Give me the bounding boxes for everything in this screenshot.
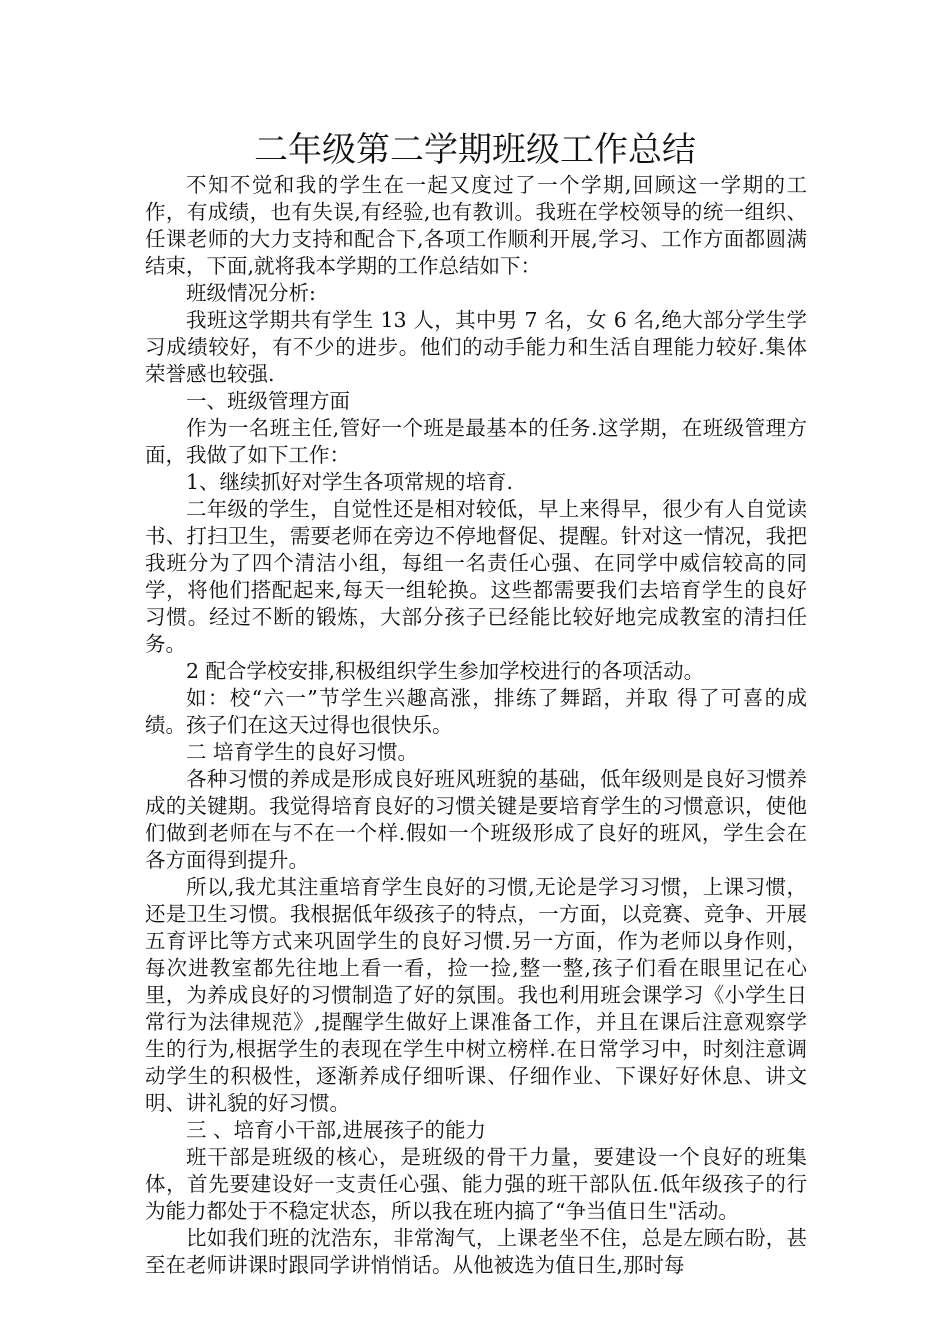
paragraph-class-analysis-heading: 班级情况分析: [186, 281, 316, 305]
section-heading-class-management: 一、班级管理方面 [186, 389, 350, 413]
paragraph-childrens-day: 如：校“六一”节学生兴趣高涨，排练了舞蹈，并取 得了可喜的成绩。孩子们在这天过得也很快乐。 [145, 686, 807, 737]
item-heading-routine: 1、继续抓好对学生各项常规的培育. [186, 470, 514, 494]
document-title: 二年级第二学期班级工作总结 [254, 130, 696, 170]
paragraph-habits-foundation: 各种习惯的养成是形成良好班风班貌的基础，低年级则是良好习惯养成的关键期。我觉得培育良好的习惯关键是要培育学生的习惯意识，使他们做到老师在与不在一个样.假如一个班级形成了良好的班风，学生会在各方面得到提升。 [145, 767, 807, 872]
item-heading-activities: 2 配合学校安排,积极组织学生参加学校进行的各项活动。 [186, 659, 705, 683]
section-heading-good-habits: 二 培育学生的良好习惯。 [186, 740, 419, 764]
paragraph-cleaning-groups: 二年级的学生，自觉性还是相对较低，早上来得早，很少有人自觉读书、打扫卫生，需要老师在旁边不停地督促、提醒。针对这一情况，我把我班分为了四个清洁小组，每组一名责任心强、在同学中威信较高的同学，将他们搭配起来,每天一组轮换。这些都需要我们去培育学生的良好习惯。经过不断的锻炼，大部分孩子已经能比较好地完成教室的清扫任务。 [145, 497, 807, 656]
paragraph-intro: 不知不觉和我的学生在一起又度过了一个学期,回顾这一学期的工作，有成绩，也有失误,有经验,也有教训。我班在学校领导的统一组织、任课老师的大力支持和配合下,各项工作顺利开展,学习、工作方面都圆满结束，下面,就将我本学期的工作总结如下： [145, 173, 807, 278]
section-heading-class-cadres: 三 、培育小干部,进展孩子的能力 [186, 1118, 487, 1142]
paragraph-habits-methods: 所以,我尤其注重培育学生良好的习惯,无论是学习习惯，上课习惯，还是卫生习惯。我根据低年级孩子的特点，一方面，以竞赛、竞争、开展五育评比等方式来巩固学生的良好习惯.另一方面，作为老师以身作则，每次进教室都先往地上看一看，捡一捡,整一整,孩子们看在眼里记在心里，为养成良好的习惯制造了好的氛围。我也利用班会课学习《小学生日常行为法律规范》,提醒学生做好上课准备工作，并且在课后注意观察学生的行为,根据学生的表现在学生中树立榜样.在日常学习中，时刻注意调动学生的积极性，逐渐养成仔细听课、仔细作业、下课好好休息、讲文明、讲礼貌的好习惯。 [145, 875, 807, 1115]
paragraph-management-intro: 作为一名班主任,管好一个班是最基本的任务.这学期，在班级管理方面，我做了如下工作： [145, 416, 807, 467]
paragraph-class-analysis: 我班这学期共有学生 13 人，其中男 7 名，女 6 名,绝大部分学生学习成绩较好，有不少的进步。他们的动手能力和生活自理能力较好.集体荣誉感也较强. [145, 308, 807, 386]
document-body [145, 172, 807, 1279]
paragraph-class-cadres: 班干部是班级的核心，是班级的骨干力量，要建设一个良好的班集体，首先要建设好一支责任心强、能力强的班干部队伍.低年级孩子的行为能力都处于不稳定状态，所以我在班内搞了“争当值日生"活动。 [145, 1145, 807, 1223]
paragraph-example-student: 比如我们班的沈浩东，非常淘气，上课老坐不住，总是左顾右盼，甚至在老师讲课时跟同学讲悄悄话。从他被选为值日生,那时每 [145, 1226, 807, 1277]
